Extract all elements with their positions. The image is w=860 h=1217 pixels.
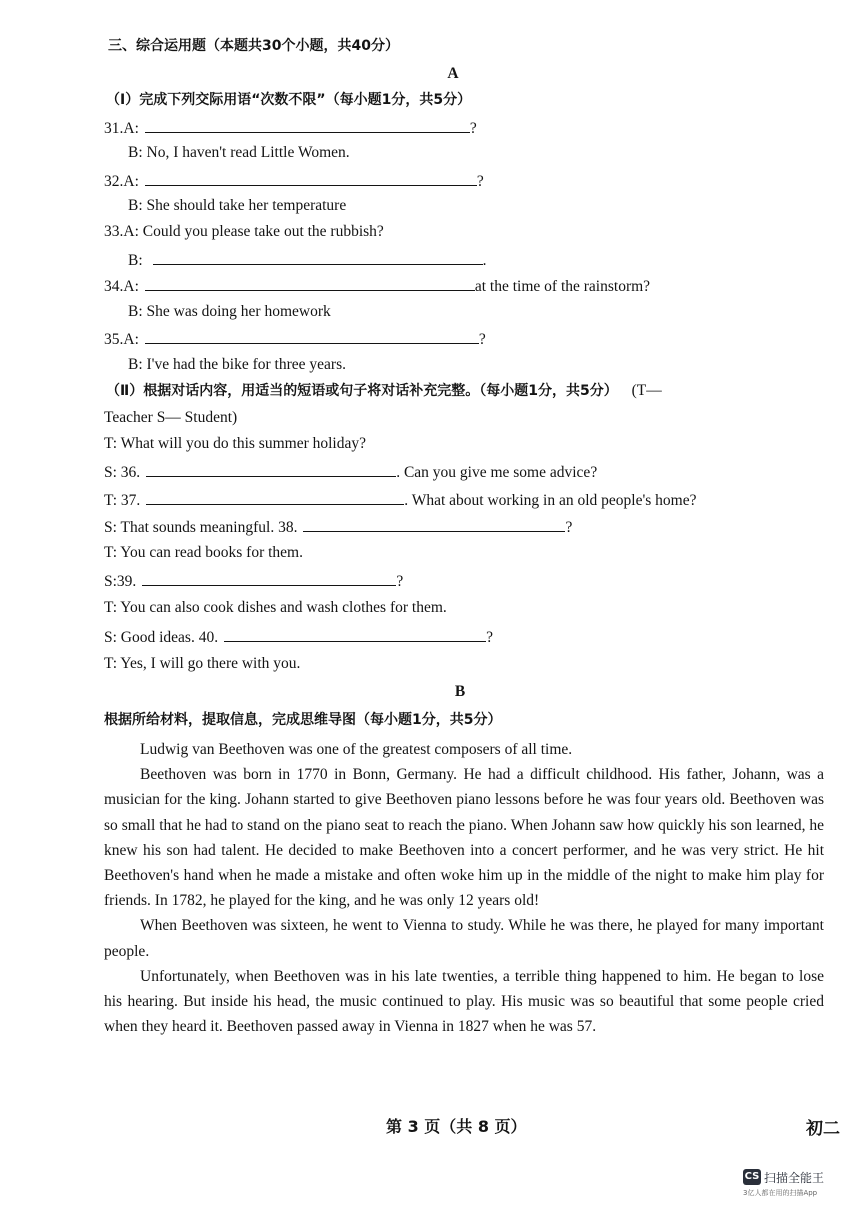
- watermark-subtitle: 3亿人都在用的扫描App: [743, 1189, 818, 1197]
- section-title: 三、综合运用题（本题共30个小题，共40分）: [108, 38, 399, 54]
- q36-label: S: 36.: [104, 464, 141, 481]
- q35-label: 35.A:: [104, 331, 139, 348]
- q32-label: 32.A:: [104, 173, 139, 190]
- q40-end: ?: [486, 629, 493, 646]
- grade-label: 初二: [806, 1119, 840, 1139]
- answer-blank-38[interactable]: [303, 516, 565, 532]
- q34-line: [104, 275, 650, 297]
- dialogue-line-9: T: Yes, I will go there with you.: [104, 655, 301, 672]
- q36-end: . Can you give me some advice?: [396, 464, 598, 481]
- answer-blank-40[interactable]: [224, 626, 486, 642]
- q31-line: [104, 117, 477, 139]
- q31-end: ?: [469, 120, 477, 137]
- answer-blank-32[interactable]: [145, 170, 477, 186]
- q38-end: ?: [565, 519, 573, 536]
- part-a-label: A: [447, 65, 459, 82]
- answer-blank-35[interactable]: [145, 328, 479, 344]
- answer-blank-31[interactable]: [145, 117, 470, 133]
- answer-blank-37[interactable]: [146, 489, 404, 505]
- page-number: 第 3 页（共 8 页）: [386, 1117, 527, 1136]
- dialogue-line-38: [104, 516, 572, 538]
- part2-heading-line2: Teacher S— Student): [104, 409, 238, 426]
- dialogue-line-40: [104, 626, 493, 648]
- part2-heading-tail: (T—: [631, 382, 662, 399]
- passage-paragraph-4: Unfortunately, when Beethoven was in his late twenties, a terrible thing happened to him. He began to lose his hearing. But inside his head, the music continued to play. His music was so beautiful that some people cried when they heard it. Beethoven passed away in Vienna in 1827 when he was 57.: [104, 967, 824, 1036]
- answer-blank-34[interactable]: [145, 275, 475, 291]
- q35-end: ?: [478, 331, 486, 348]
- answer-blank-33[interactable]: [153, 249, 483, 265]
- q32-end: ?: [476, 173, 484, 190]
- reading-passage: [104, 737, 824, 1039]
- passage-paragraph-3: When Beethoven was sixteen, he went to Vienna to study. While he was there, he played for many important people.: [104, 917, 824, 960]
- q33-end: .: [482, 252, 487, 269]
- q37-label: T: 37.: [104, 492, 141, 509]
- q32-line: [104, 170, 484, 192]
- answer-blank-36[interactable]: [146, 461, 396, 477]
- passage-paragraph-2: Beethoven was born in 1770 in Bonn, Germany. He had a difficult childhood. His father, Johann, was a musician for the king. Johann started to give Beethoven piano lessons before he was four years old. Beethoven was so small that he had to stand on the piano seat to reach the piano. When Johann saw how quickly his son learned, he knew his son had talent. He decided to make Beethoven into a concert performer, and he was very strict. He hit Beethoven's hand when he made a mistake and often woke him up in the middle of the night to make him play for friends. In 1782, he played for the king, and he was only 12 years old!: [104, 766, 824, 910]
- dialogue-line-37: [104, 489, 696, 511]
- q39-label: S:39.: [104, 573, 137, 590]
- part2-heading: （Ⅱ）根据对话内容，用适当的短语或句子将对话补充完整。（每小题1分，共5分）: [106, 383, 618, 399]
- q34-end: at the time of the rainstorm?: [474, 278, 651, 295]
- scanner-watermark: [743, 1168, 843, 1198]
- q33-line: [128, 249, 487, 271]
- partb-heading: 根据所给材料，提取信息，完成思维导图（每小题1分，共5分）: [104, 712, 502, 728]
- part2-heading-line: [106, 381, 662, 401]
- q34-response: B: She was doing her homework: [128, 303, 331, 320]
- q40-label: S: Good ideas. 40.: [104, 629, 219, 646]
- q31-response: B: No, I haven't read Little Women.: [128, 144, 350, 161]
- q39-end: ?: [396, 573, 404, 590]
- q34-label: 34.A:: [104, 278, 139, 295]
- q33-prompt: 33.A: Could you please take out the rubbish?: [104, 223, 384, 240]
- q35-line: [104, 328, 486, 350]
- q33-label: B:: [128, 252, 143, 269]
- part-b-label: B: [454, 683, 466, 700]
- camscanner-logo-icon: CS: [743, 1169, 761, 1185]
- part1-heading: （Ⅰ）完成下列交际用语“次数不限”（每小题1分，共5分）: [106, 92, 472, 108]
- q35-response: B: I've had the bike for three years.: [128, 356, 346, 373]
- dialogue-line-1: T: What will you do this summer holiday?: [104, 435, 366, 452]
- q38-label: S: That sounds meaningful. 38.: [104, 519, 298, 536]
- passage-paragraph-1: Ludwig van Beethoven was one of the greatest composers of all time.: [140, 741, 573, 758]
- watermark-name: 扫描全能王: [764, 1170, 825, 1185]
- q31-label: 31.A:: [104, 120, 139, 137]
- dialogue-line-36: [104, 461, 597, 483]
- answer-blank-39[interactable]: [142, 570, 396, 586]
- dialogue-line-5: T: You can read books for them.: [104, 544, 303, 561]
- q37-end: . What about working in an old people's home?: [404, 492, 697, 509]
- q32-response: B: She should take her temperature: [128, 197, 347, 214]
- dialogue-line-39: [104, 570, 403, 592]
- dialogue-line-7: T: You can also cook dishes and wash clothes for them.: [104, 599, 447, 616]
